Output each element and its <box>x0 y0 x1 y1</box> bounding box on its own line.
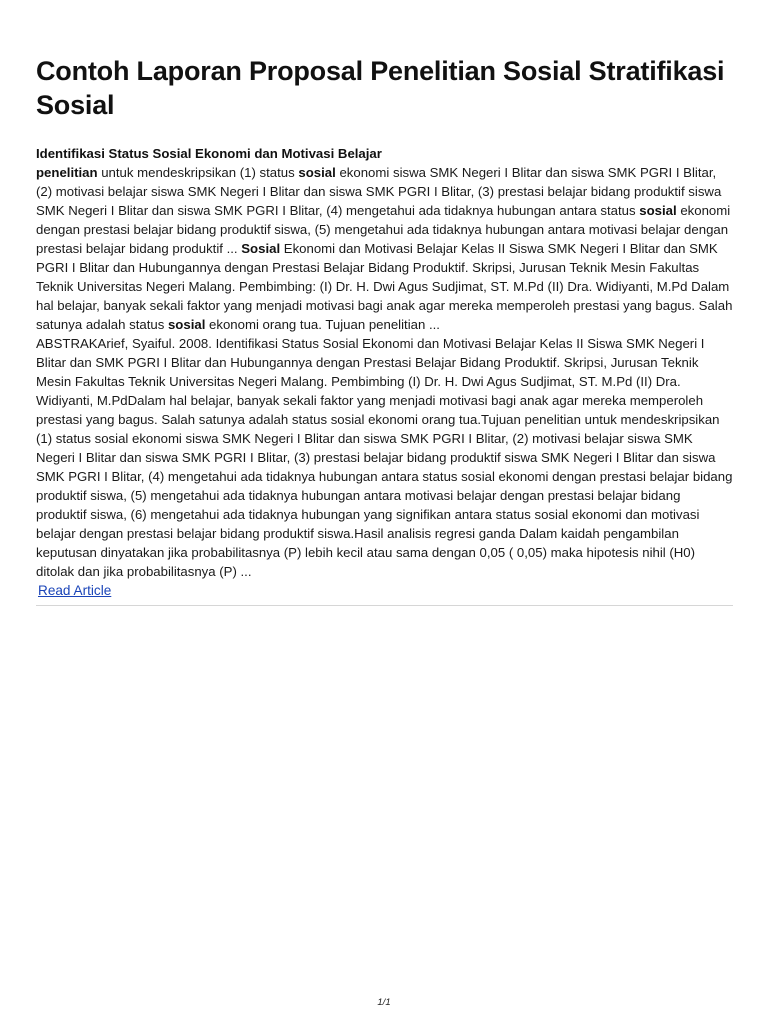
snippet-keyword: sosial <box>167 317 206 332</box>
snippet-text: Ekonomi dan Motivasi Belajar Kelas II Siswa SMK Negeri I Blitar dan SMK PGRI I Blitar dan Hubungannya dengan Prestasi Belajar Bidang Produktif. Skripsi, Jurusan Teknik Mesin Fakultas Teknik Universitas Negeri Malang. Pembimbing: (I) Dr. H. Dwi Agus Sudjimat, ST. M.Pd (II) Dra. Widiyanti, M.Pd Dalam hal belajar, banyak sekali faktor yang menjadi motivasi bagi anak agar mereka memperoleh prestasi yang bagus. Salah satunya adalah status <box>36 241 733 332</box>
snippet-text: ekonomi orang tua. Tujuan penelitian ... <box>205 317 440 332</box>
document-page <box>36 54 733 606</box>
page-number: 1/1 <box>377 997 391 1008</box>
read-article-link[interactable]: Read Article <box>38 583 112 598</box>
snippet-keyword: Sosial <box>241 241 281 256</box>
snippet-text: ekonomi dengan prestasi belajar bidang produktif siswa, (5) mengetahui ada tidaknya hubungan antara motivasi belajar dengan prestasi belajar bidang produktif ... <box>36 203 731 256</box>
snippet-keyword: sosial <box>639 203 677 218</box>
article-heading: Identifikasi Status Sosial Ekonomi dan Motivasi Belajar <box>36 146 382 161</box>
snippet-keyword: penelitian <box>36 165 98 180</box>
article-abstract: ABSTRAKArief, Syaiful. 2008. Identifikasi Status Sosial Ekonomi dan Motivasi Belajar Kelas II Siswa SMK Negeri I Blitar dan SMK PGRI I Blitar dan Hubungannya dengan Prestasi Belajar Bidang Produktif. Skripsi, Jurusan Teknik Mesin Fakultas Teknik Universitas Negeri Malang. Pembimbing (I) Dr. H. Dwi Agus Sudjimat, ST. M.Pd (II) Dra. Widiyanti, M.PdDalam hal belajar, banyak sekali faktor yang menjadi motivasi bagi anak agar mereka memperoleh prestasi yang bagus. Salah satunya adalah status sosial ekonomi orang tua.Tujuan penelitian untuk mendeskripsikan (1) status sosial ekonomi siswa SMK Negeri I Blitar dan siswa SMK PGRI I Blitar, (2) motivasi belajar siswa SMK Negeri I Blitar dan siswa SMK PGRI I Blitar, (3) prestasi belajar bidang produktif siswa SMK Negeri I Blitar dan siswa SMK PGRI I Blitar, (4) mengetahui ada tidaknya hubungan antara status sosial ekonomi dengan prestasi belajar bidang produktif siswa, (5) mengetahui ada tidaknya hubungan antara motivasi belajar dengan prestasi belajar bidang produktif siswa, (6) mengetahui ada tidaknya hubungan yang signifikan antara status sosial ekonomi dan motivasi belajar dengan prestasi belajar bidang produktif siswa.Hasil analisis regresi ganda Dalam kaidah pengambilan keputusan dinyatakan jika probabilitasnya (P) lebih kecil atau sama dengan 0,05 ( 0,05) maka hipotesis nihil (H0) ditolak dan jika probabilitasnya (P) ... <box>36 336 733 579</box>
snippet-text: untuk mendeskripsikan (1) status <box>97 165 299 180</box>
snippet-keyword: sosial <box>298 165 336 180</box>
snippet-text: ekonomi siswa SMK Negeri I Blitar dan siswa SMK PGRI I Blitar, (2) motivasi belajar siswa SMK Negeri I Blitar dan siswa SMK PGRI I Blitar, (3) prestasi belajar bidang produktif siswa SMK Negeri I Blitar dan siswa SMK PGRI I Blitar, (4) mengetahui ada tidaknya hubungan antara status <box>36 165 722 218</box>
article-divider <box>36 605 733 606</box>
article-snippet <box>36 163 733 334</box>
document-title: Contoh Laporan Proposal Penelitian Sosial Stratifikasi Sosial <box>36 56 725 120</box>
article-entry <box>36 144 733 606</box>
